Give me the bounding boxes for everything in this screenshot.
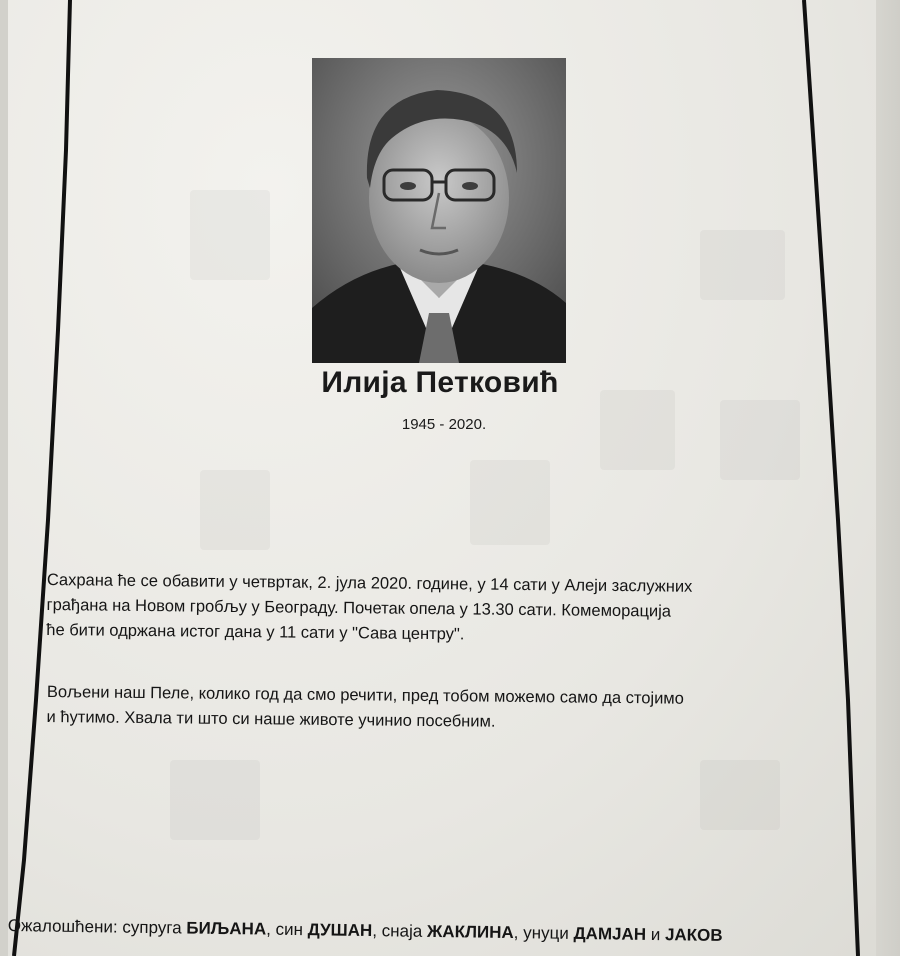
text-line: ће бити одржана истог дана у 11 сати у "Сава центру". — [46, 620, 465, 644]
tribute-message — [46, 680, 684, 737]
separator: , снаја — [372, 921, 428, 941]
show-through — [200, 470, 270, 550]
mourner-name: ЖАКЛИНА — [426, 921, 514, 943]
text-line: и ћутимо. Хвала ти што си наше животе учинио посебним. — [46, 707, 496, 731]
mourners-prefix: Ожалошћени: супруга — [7, 916, 187, 938]
separator: , унуци — [513, 923, 574, 943]
text-line: Сахрана ће се обавити у четвртак, 2. јула 2020. године, у 14 сати у Алеји заслужних — [46, 570, 693, 596]
mourner-name: БИЉАНА — [186, 918, 267, 939]
portrait-photo — [312, 58, 566, 363]
show-through — [700, 230, 785, 300]
show-through — [720, 400, 800, 480]
show-through — [700, 760, 780, 830]
mourner-name: ЈАКОВ — [664, 925, 723, 945]
separator: и — [645, 924, 666, 945]
deceased-name: Илија Петковић — [321, 366, 559, 399]
frame-right-line — [790, 0, 900, 956]
mourner-name: ДУШАН — [307, 920, 373, 941]
text-line: Вољени наш Пеле, колико год да смо речити, пред тобом можемо само да стојимо — [46, 682, 684, 708]
text-line: грађана на Новом гробљу у Београду. Почетак опела у 13.30 сати. Комеморација — [46, 595, 672, 621]
frame-left-line — [0, 0, 100, 956]
life-years: 1945 - 2020. — [401, 416, 487, 433]
mourner-name: ДАМЈАН — [573, 923, 647, 944]
funeral-announcement — [46, 568, 692, 650]
show-through — [470, 460, 550, 545]
show-through — [190, 190, 270, 280]
show-through — [170, 760, 260, 840]
separator: , син — [266, 919, 308, 940]
